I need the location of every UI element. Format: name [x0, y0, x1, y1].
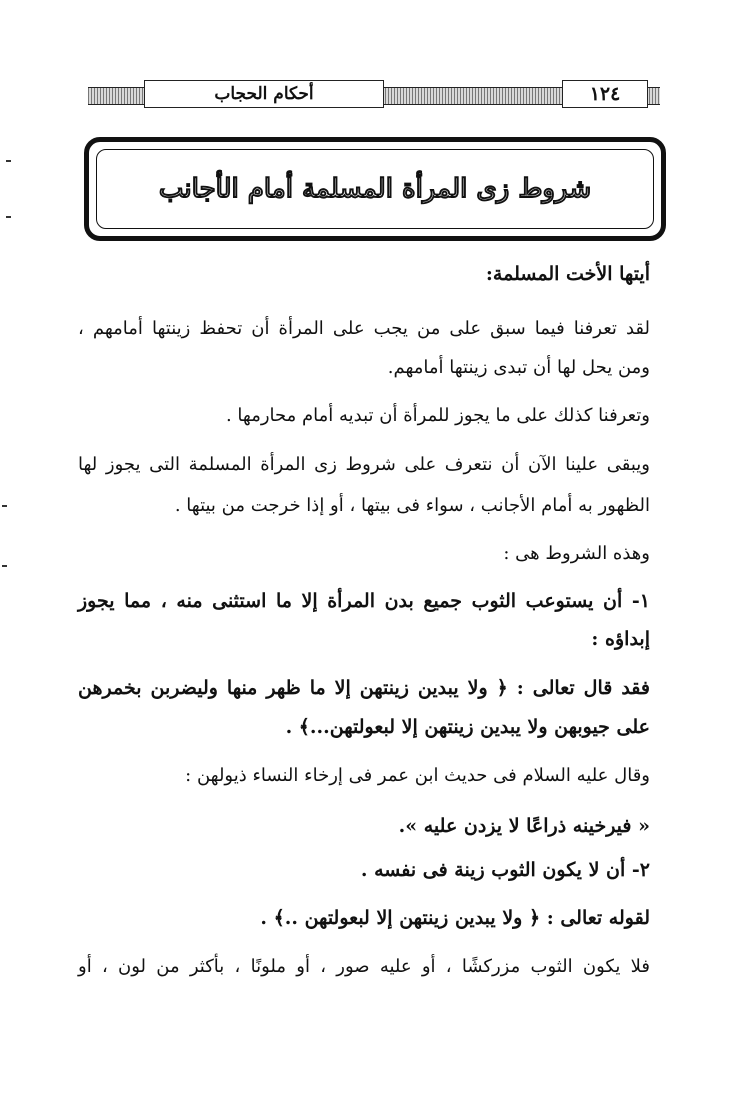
- paragraph-line: فلا يكون الثوب مزركشًا ، أو عليه صور ، أو ملونًا ، بأكثر من لون ، أو: [78, 956, 650, 977]
- section-title-inner-border: [96, 149, 654, 229]
- scan-margin-mark: [2, 505, 7, 507]
- condition-heading-1-cont: إبداؤه :: [591, 628, 650, 650]
- quran-quote-line: فقد قال تعالى : ﴿ ولا يبدين زينتهن إلا ما ظهر منها وليضربن بخمرهن: [78, 677, 650, 699]
- page-number: ١٢٤: [562, 80, 648, 108]
- condition-heading-2: ٢- أن لا يكون الثوب زينة فى نفسه .: [360, 859, 650, 881]
- scan-margin-mark: [2, 565, 7, 567]
- scan-margin-mark: [6, 160, 11, 162]
- paragraph-line: وتعرفنا كذلك على ما يجوز للمرأة أن تبديه أمام محارمها .: [225, 405, 650, 426]
- scan-margin-mark: [6, 216, 11, 218]
- paragraph-line: وهذه الشروط هى :: [503, 543, 650, 564]
- paragraph-line: لقد تعرفنا فيما سبق على من يجب على المرأة أن تحفظ زينتها أمامهم ،: [78, 318, 650, 339]
- paragraph-line: الظهور به أمام الأجانب ، سواء فى بيتها ، أو إذا خرجت من بيتها .: [174, 495, 650, 516]
- quran-quote-line: على جيوبهن ولا يبدين زينتهن إلا لبعولتهن...﴾ .: [285, 716, 650, 738]
- opening-heading: أيتها الأخت المسلمة:: [485, 263, 650, 285]
- section-title-frame: [84, 137, 666, 241]
- section-title: شروط زى المرأة المسلمة أمام الأجانب: [158, 174, 592, 204]
- quran-quote-line: لقوله تعالى : ﴿ ولا يبدين زينتهن إلا لبعولتهن ..﴾ .: [260, 907, 650, 929]
- hadith-intro-line: وقال عليه السلام فى حديث ابن عمر فى إرخاء النساء ذيولهن :: [185, 765, 650, 786]
- book-title: أحكام الحجاب: [144, 80, 384, 108]
- hadith-quote: « فيرخينه ذراعًا لا يزدن عليه ».: [398, 815, 650, 837]
- condition-heading-1: ١- أن يستوعب الثوب جميع بدن المرأة إلا ما استثنى منه ، مما يجوز: [78, 590, 650, 612]
- paragraph-line: ومن يحل لها أن تبدى زينتها أمامهم.: [387, 357, 650, 378]
- running-header: [88, 80, 660, 110]
- paragraph-line: ويبقى علينا الآن أن نتعرف على شروط زى المرأة المسلمة التى يجوز لها: [78, 454, 650, 475]
